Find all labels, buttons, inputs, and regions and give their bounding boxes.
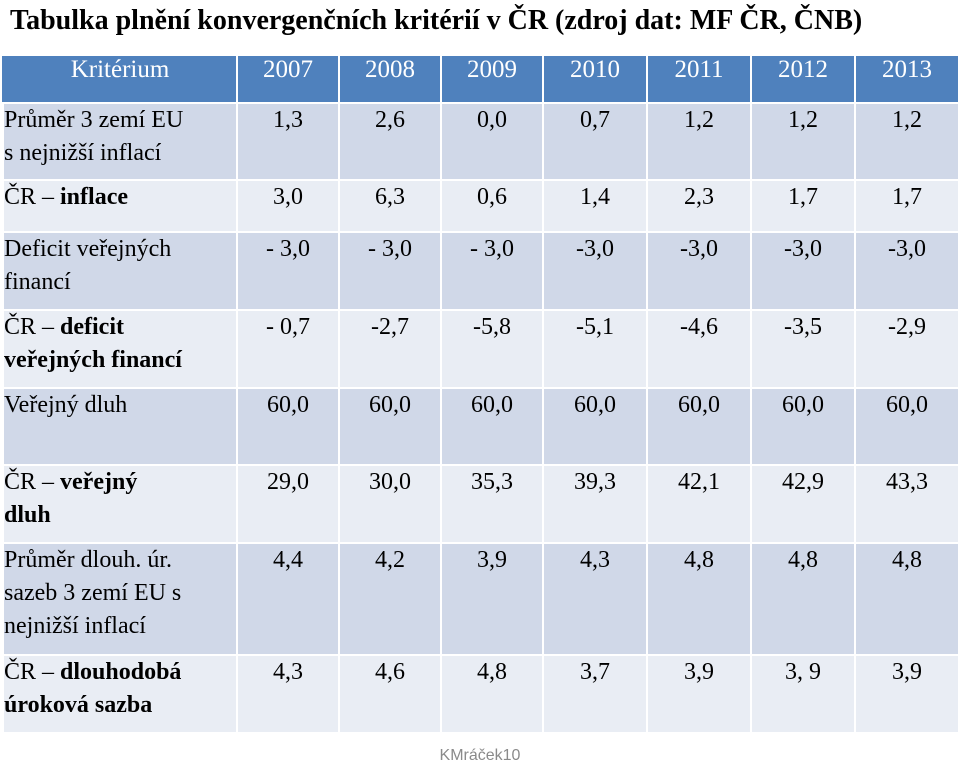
table-cell: 1,2	[855, 103, 959, 180]
table-cell: -3,0	[543, 232, 647, 310]
table-cell: 3,9	[855, 655, 959, 733]
table-cell: - 3,0	[441, 232, 543, 310]
table-cell: 42,9	[751, 465, 855, 543]
row-label-emphasis: úroková sazba	[4, 692, 153, 718]
table-cell: 3,0	[237, 180, 339, 232]
row-label-text: sazeb 3 zemí EU s	[4, 580, 182, 606]
row-label-emphasis: veřejných financí	[4, 347, 182, 373]
table-cell: 60,0	[647, 388, 751, 465]
row-label-text: ČR –	[4, 659, 61, 685]
table-cell: -3,0	[647, 232, 751, 310]
table-cell: 4,8	[647, 543, 751, 655]
table-cell: -2,9	[855, 310, 959, 388]
header-year: 2007	[237, 55, 339, 103]
table-cell: 3,7	[543, 655, 647, 733]
footer-label: KMráček10	[439, 747, 521, 764]
row-label-text: financí	[4, 269, 71, 295]
table-cell: 60,0	[339, 388, 441, 465]
table-cell: -3,5	[751, 310, 855, 388]
table-cell: 60,0	[441, 388, 543, 465]
table-row	[3, 180, 959, 232]
table-cell: 4,2	[339, 543, 441, 655]
header-year: 2012	[751, 55, 855, 103]
table-cell: 2,6	[339, 103, 441, 180]
table-row	[3, 103, 959, 180]
table-cell: 0,0	[441, 103, 543, 180]
row-label-text: Deficit veřejných	[4, 236, 172, 262]
row-label-emphasis: inflace	[60, 184, 128, 210]
row-label	[3, 310, 237, 388]
header-year: 2009	[441, 55, 543, 103]
table-cell: - 3,0	[339, 232, 441, 310]
table-cell: 30,0	[339, 465, 441, 543]
table-cell: 1,3	[237, 103, 339, 180]
row-label	[3, 543, 237, 655]
row-label-emphasis: deficit	[60, 314, 124, 340]
table-cell: 3, 9	[751, 655, 855, 733]
table-cell: 1,2	[751, 103, 855, 180]
row-label-emphasis: dlouhodobá	[60, 659, 182, 685]
table-cell: 0,7	[543, 103, 647, 180]
row-label	[3, 655, 237, 733]
table-cell: - 0,7	[237, 310, 339, 388]
table-cell: -3,0	[751, 232, 855, 310]
row-label	[3, 232, 237, 310]
header-year: 2011	[647, 55, 751, 103]
table-cell: 4,3	[237, 655, 339, 733]
table-cell: -3,0	[855, 232, 959, 310]
table-cell: 1,2	[647, 103, 751, 180]
page-title: Tabulka plnění konvergenčních kritérií v ČR (zdroj dat: MF ČR, ČNB)	[10, 5, 863, 36]
row-label	[3, 180, 237, 232]
table-cell: -4,6	[647, 310, 751, 388]
table-cell: 42,1	[647, 465, 751, 543]
table-cell: 1,7	[855, 180, 959, 232]
table-cell: 60,0	[237, 388, 339, 465]
row-label-text: nejnižší inflací	[4, 613, 146, 639]
row-label	[3, 388, 237, 465]
table-cell: 3,9	[441, 543, 543, 655]
row-label-text: ČR –	[4, 314, 61, 340]
table-cell: 1,7	[751, 180, 855, 232]
table-cell: 4,6	[339, 655, 441, 733]
row-label-text: s nejnižší inflací	[4, 140, 162, 166]
table-header-row	[3, 55, 959, 103]
row-label-text: Průměr 3 zemí EU	[4, 107, 184, 133]
table-row	[3, 465, 959, 543]
row-label-text: Veřejný dluh	[4, 392, 128, 418]
row-label-emphasis: dluh	[4, 502, 51, 528]
row-label-emphasis: veřejný	[60, 469, 138, 495]
table-cell: 4,8	[441, 655, 543, 733]
table-row	[3, 232, 959, 310]
row-label	[3, 103, 237, 180]
table-cell: 4,4	[237, 543, 339, 655]
table-cell: -5,8	[441, 310, 543, 388]
header-year: 2013	[855, 55, 959, 103]
table-cell: 29,0	[237, 465, 339, 543]
table-cell: 39,3	[543, 465, 647, 543]
table-cell: 4,3	[543, 543, 647, 655]
table-cell: -2,7	[339, 310, 441, 388]
table-row	[3, 543, 959, 655]
header-year: 2008	[339, 55, 441, 103]
table-row	[3, 388, 959, 465]
table-cell: 1,4	[543, 180, 647, 232]
table-row	[3, 655, 959, 733]
table-cell: 6,3	[339, 180, 441, 232]
table-cell: -5,1	[543, 310, 647, 388]
row-label-text: ČR –	[4, 184, 61, 210]
table-cell: 3,9	[647, 655, 751, 733]
table-cell: 60,0	[751, 388, 855, 465]
table-cell: 4,8	[751, 543, 855, 655]
convergence-criteria-table	[2, 54, 960, 734]
table-cell: 60,0	[543, 388, 647, 465]
table-cell: 0,6	[441, 180, 543, 232]
header-criterion: Kritérium	[3, 55, 237, 103]
table-cell: - 3,0	[237, 232, 339, 310]
table-cell: 4,8	[855, 543, 959, 655]
row-label-text: ČR –	[4, 469, 61, 495]
row-label-text: Průměr dlouh. úr.	[4, 547, 172, 573]
table-cell: 60,0	[855, 388, 959, 465]
row-label	[3, 465, 237, 543]
table-cell: 43,3	[855, 465, 959, 543]
table-cell: 2,3	[647, 180, 751, 232]
header-year: 2010	[543, 55, 647, 103]
table-row	[3, 310, 959, 388]
table-cell: 35,3	[441, 465, 543, 543]
